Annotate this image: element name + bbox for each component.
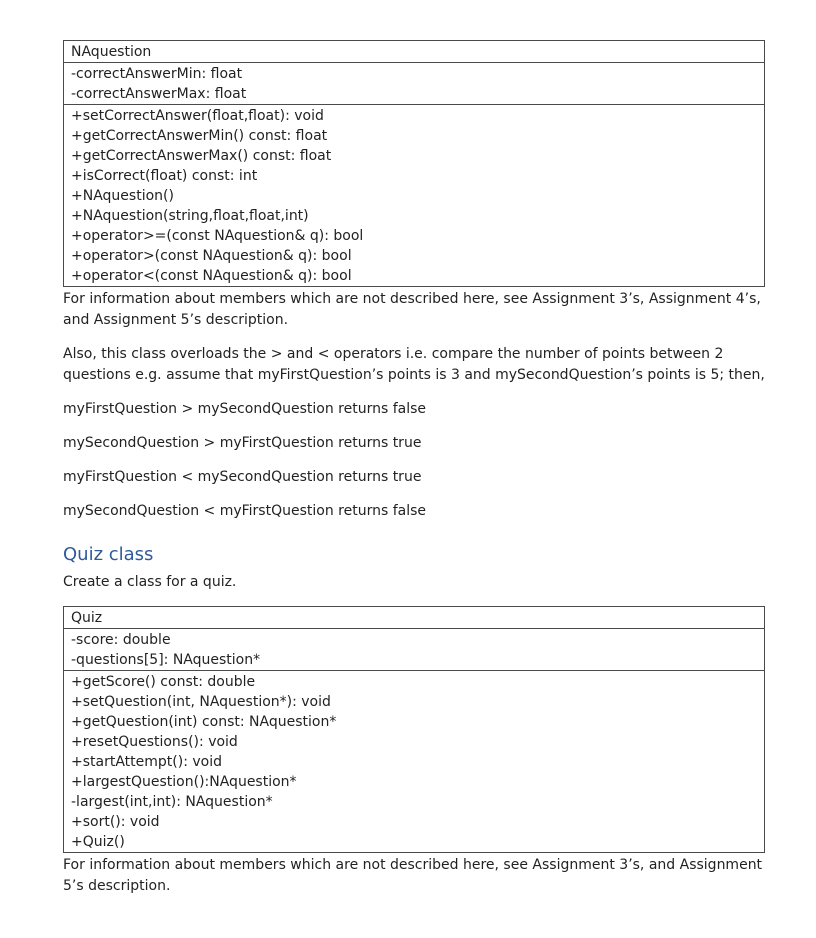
uml-attributes-section xyxy=(64,62,764,104)
example-line: mySecondQuestion < myFirstQuestion returns false xyxy=(63,503,427,519)
quiz-uml-diagram xyxy=(63,606,765,853)
uml-method: +Quiz() xyxy=(71,834,125,850)
example-line: myFirstQuestion < mySecondQuestion returns true xyxy=(63,469,422,485)
uml-method: +setCorrectAnswer(float,float): void xyxy=(71,108,324,124)
uml-attribute: -questions[5]: NAquestion* xyxy=(71,652,261,668)
naquestion-uml-diagram xyxy=(63,40,765,287)
uml-method: +NAquestion() xyxy=(71,188,174,204)
uml-method: +operator>(const NAquestion& q): bool xyxy=(71,248,352,264)
uml-class-name: Quiz xyxy=(71,610,103,626)
uml-methods-section xyxy=(64,670,764,852)
example-line: myFirstQuestion > mySecondQuestion returns false xyxy=(63,401,427,417)
uml-method: +getScore() const: double xyxy=(71,674,256,690)
info-paragraph: For information about members which are not described here, see Assignment 3’s, Assignment 4’s, and Assignment 5’s description. xyxy=(63,291,761,328)
intro-paragraph: Create a class for a quiz. xyxy=(63,574,237,590)
uml-methods-section xyxy=(64,104,764,286)
document-page xyxy=(63,40,765,897)
uml-method: +operator<(const NAquestion& q): bool xyxy=(71,268,352,284)
uml-attribute: -correctAnswerMax: float xyxy=(71,86,247,102)
uml-method: +getQuestion(int) const: NAquestion* xyxy=(71,714,337,730)
uml-method: +NAquestion(string,float,float,int) xyxy=(71,208,309,224)
uml-method: +getCorrectAnswerMin() const: float xyxy=(71,128,328,144)
uml-class-name: NAquestion xyxy=(71,44,152,60)
uml-method: +resetQuestions(): void xyxy=(71,734,238,750)
uml-method: +sort(): void xyxy=(71,814,160,830)
uml-attributes-section xyxy=(64,628,764,670)
uml-method: +startAttempt(): void xyxy=(71,754,222,770)
uml-attribute: -correctAnswerMin: float xyxy=(71,66,243,82)
info-paragraph: For information about members which are not described here, see Assignment 3’s, and Assignment 5’s description. xyxy=(63,857,763,894)
uml-method: +operator>=(const NAquestion& q): bool xyxy=(71,228,364,244)
uml-method: +isCorrect(float) const: int xyxy=(71,168,258,184)
uml-class-name-section xyxy=(64,41,764,62)
uml-method: +getCorrectAnswerMax() const: float xyxy=(71,148,332,164)
example-line: mySecondQuestion > myFirstQuestion returns true xyxy=(63,435,422,451)
uml-method: +largestQuestion():NAquestion* xyxy=(71,774,297,790)
uml-attribute: -score: double xyxy=(71,632,171,648)
overload-paragraph: Also, this class overloads the > and < operators i.e. compare the number of points between 2 questions e.g. assume that myFirstQuestion’s points is 3 and mySecondQuestion’s points is 5; then, xyxy=(63,346,765,383)
uml-class-name-section xyxy=(64,607,764,628)
uml-method: +setQuestion(int, NAquestion*): void xyxy=(71,694,331,710)
section-heading: Quiz class xyxy=(63,544,154,565)
uml-method: -largest(int,int): NAquestion* xyxy=(71,794,273,810)
